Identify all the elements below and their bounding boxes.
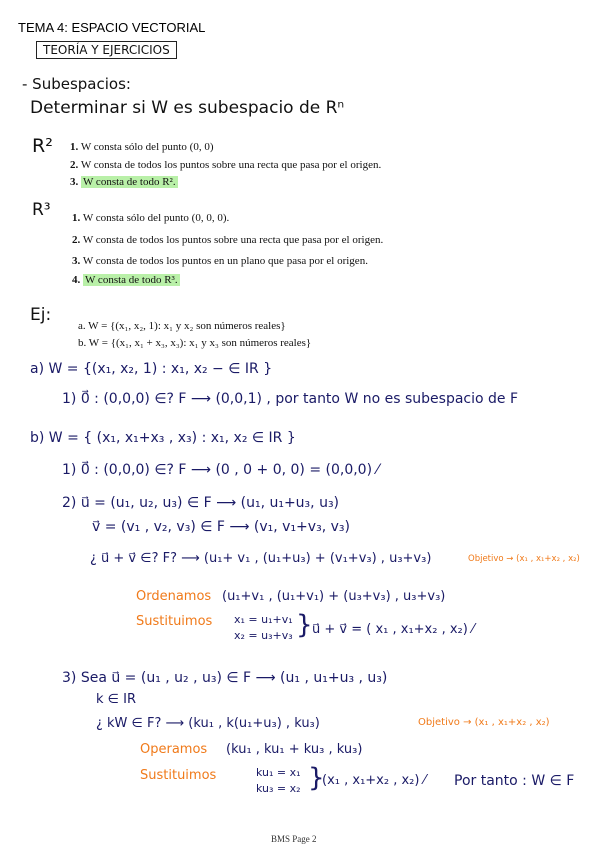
section-box-label: TEORÍA Y EJERCICIOS [36,41,177,59]
subst2-result: (x₁ , x₁+x₂ , x₂) ⁄ [322,773,426,788]
brace-icon: } [296,610,313,640]
operamos-expr: (ku₁ , ku₁ + ku₃ , ku₃) [226,742,363,757]
r3-item-1: 1. W consta sólo del punto (0, 0, 0). [72,212,230,224]
sustituimos2-label: Sustituimos [140,768,217,783]
solution-b-step3: 3) Sea u⃗ = (u₁ , u₂ , u₃) ∈ F ⟶ (u₁ , u₁+u₃ , u₃) [62,670,388,686]
subst-x1: x₁ = u₁+v₁ [234,613,293,626]
conclusion: Por tanto : W ∈ F [454,773,575,789]
solution-b-step2-u: 2) u⃗ = (u₁, u₂, u₃) ∈ F ⟶ (u₁, u₁+u₃, u₃) [62,495,340,511]
example-a: a. W = {(x₁, x₂, 1): x₁ y x₂ son números reales} [78,320,286,332]
r2-item-1: 1. W consta sólo del punto (0, 0) [70,141,214,153]
solution-b-step2-v: v⃗ = (v₁ , v₂, v₃) ∈ F ⟶ (v₁, v₁+v₃, v₃) [92,519,350,535]
examples-label: Ej: [30,305,52,325]
solution-b-step2-sum: ¿ u⃗ + v⃗ ∈? F? ⟶ (u₁+ v₁ , (u₁+u₃) + (v₁+v₃) , u₃+v₃) [90,551,432,566]
objective-2: Objetivo → (x₁ , x₁+x₂ , x₂) [418,717,550,728]
subst2-x2: ku₃ = x₂ [256,782,301,795]
sustituimos-label: Sustituimos [136,614,213,629]
r3-item-4: 4. W consta de todo R³. [72,274,178,286]
subst-result: u⃗ + v⃗ = ( x₁ , x₁+x₂ , x₂) ⁄ [312,622,475,637]
subst-x2: x₂ = u₃+v₃ [234,629,293,642]
example-b: b. W = {(x₁, x₁ + x₃, x₃): x₁ y x₃ son números reales} [78,337,312,349]
solution-b-step3-question: ¿ kW ∈ F? ⟶ (ku₁ , k(u₁+u₃) , ku₃) [96,716,320,731]
objective-1: Objetivo → (x₁ , x₁+x₂ , x₂) [468,554,580,564]
subspaces-heading: - Subespacios: [22,75,131,93]
solution-a-set: a) W = {(x₁, x₂, 1) : x₁, x₂ − ∈ IR } [30,361,273,377]
page-footer: BMS Page 2 [271,834,317,844]
r3-label: R³ [32,200,51,220]
subst2-x1: ku₁ = x₁ [256,766,301,779]
r3-item-3: 3. W consta de todos los puntos en un plano que pasa por el origen. [72,255,368,267]
solution-a-step1: 1) 0⃗ : (0,0,0) ∈? F ⟶ (0,0,1) , por tanto W no es subespacio de F [62,391,519,407]
operamos-label: Operamos [140,742,208,757]
brace-icon: } [308,763,325,793]
ordenamos-expr: (u₁+v₁ , (u₁+v₁) + (u₃+v₃) , u₃+v₃) [222,589,446,604]
solution-b-step1: 1) 0⃗ : (0,0,0) ∈? F ⟶ (0 , 0 + 0, 0) = (0,0,0) ⁄ [62,462,379,478]
r3-item-2: 2. W consta de todos los puntos sobre una recta que pasa por el origen. [72,234,384,246]
r2-item-3: 3. W consta de todo R². [70,176,176,188]
r2-item-2: 2. W consta de todos los puntos sobre una recta que pasa por el origen. [70,159,382,171]
solution-b-set: b) W = { (x₁, x₁+x₃ , x₃) : x₁, x₂ ∈ IR } [30,430,296,446]
solution-b-k: k ∈ IR [96,692,136,707]
ordenamos-label: Ordenamos [136,589,212,604]
page-title: TEMA 4: ESPACIO VECTORIAL [18,20,206,35]
r2-label: R² [32,135,53,157]
subspaces-task: Determinar si W es subespacio de Rⁿ [30,98,345,118]
